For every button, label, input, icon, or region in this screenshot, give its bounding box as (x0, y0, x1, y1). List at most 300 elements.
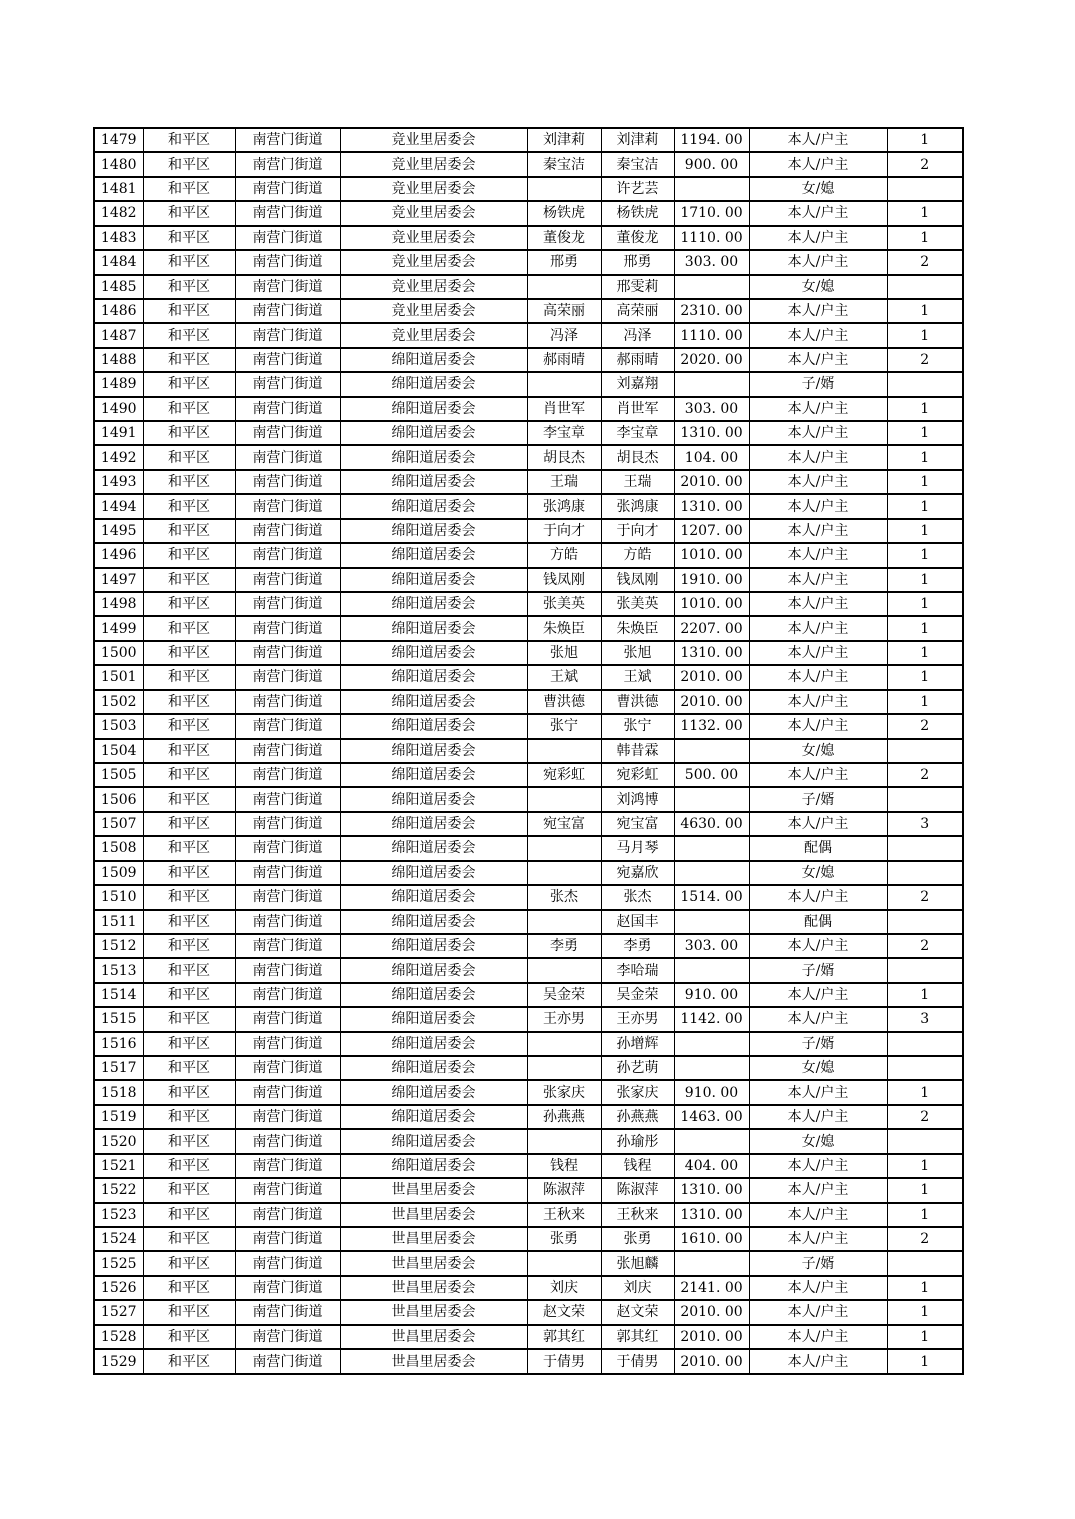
cell-amount: 1463. 00 (674, 1105, 749, 1129)
cell-street: 南营门街道 (235, 861, 340, 885)
cell-committee: 绵阳道居委会 (340, 470, 527, 494)
cell-count: 1 (887, 1325, 963, 1349)
cell-seq: 1526 (94, 1276, 143, 1300)
cell-street: 南营门街道 (235, 323, 340, 347)
cell-relation: 子/婿 (749, 1251, 887, 1275)
cell-name-primary (527, 958, 601, 982)
table-row (94, 861, 963, 885)
cell-count: 1 (887, 421, 963, 445)
cell-street: 南营门街道 (235, 1056, 340, 1080)
cell-count: 1 (887, 519, 963, 543)
cell-street: 南营门街道 (235, 348, 340, 372)
cell-street: 南营门街道 (235, 177, 340, 201)
cell-relation: 本人/户主 (749, 152, 887, 176)
cell-relation: 本人/户主 (749, 421, 887, 445)
cell-district: 和平区 (143, 323, 235, 347)
cell-street: 南营门街道 (235, 1178, 340, 1202)
cell-count: 1 (887, 983, 963, 1007)
cell-relation: 本人/户主 (749, 445, 887, 469)
cell-relation: 本人/户主 (749, 568, 887, 592)
cell-committee: 竞业里居委会 (340, 299, 527, 323)
table-row (94, 592, 963, 616)
table-row (94, 348, 963, 372)
cell-street: 南营门街道 (235, 568, 340, 592)
cell-count (887, 787, 963, 811)
table-row (94, 1227, 963, 1251)
table-row (94, 641, 963, 665)
cell-name-member: 马月琴 (601, 836, 674, 860)
cell-name-primary: 张宁 (527, 714, 601, 738)
cell-relation: 本人/户主 (749, 1227, 887, 1251)
cell-name-primary: 陈淑萍 (527, 1178, 601, 1202)
table-row (94, 568, 963, 592)
table-row (94, 152, 963, 176)
cell-amount: 303. 00 (674, 250, 749, 274)
cell-committee: 世昌里居委会 (340, 1349, 527, 1374)
cell-relation: 本人/户主 (749, 641, 887, 665)
cell-committee: 绵阳道居委会 (340, 836, 527, 860)
cell-name-primary: 赵文荣 (527, 1300, 601, 1324)
cell-street: 南营门街道 (235, 152, 340, 176)
cell-relation: 本人/户主 (749, 690, 887, 714)
cell-seq: 1496 (94, 543, 143, 567)
cell-district: 和平区 (143, 1080, 235, 1104)
cell-district: 和平区 (143, 1129, 235, 1153)
cell-seq: 1512 (94, 934, 143, 958)
cell-amount: 2010. 00 (674, 690, 749, 714)
cell-committee: 绵阳道居委会 (340, 958, 527, 982)
cell-name-primary (527, 910, 601, 934)
table-row (94, 616, 963, 640)
cell-district: 和平区 (143, 1349, 235, 1374)
cell-committee: 绵阳道居委会 (340, 494, 527, 518)
cell-district: 和平区 (143, 1300, 235, 1324)
cell-amount (674, 861, 749, 885)
cell-count: 1 (887, 543, 963, 567)
cell-relation: 本人/户主 (749, 397, 887, 421)
cell-name-member: 张旭 (601, 641, 674, 665)
cell-amount: 1310. 00 (674, 641, 749, 665)
cell-count: 2 (887, 934, 963, 958)
cell-count: 1 (887, 1203, 963, 1227)
cell-count: 1 (887, 568, 963, 592)
cell-count: 1 (887, 1276, 963, 1300)
cell-name-primary: 王斌 (527, 665, 601, 689)
cell-street: 南营门街道 (235, 934, 340, 958)
cell-name-member: 李宝章 (601, 421, 674, 445)
cell-committee: 绵阳道居委会 (340, 519, 527, 543)
table-row (94, 812, 963, 836)
cell-count: 1 (887, 1154, 963, 1178)
cell-committee: 绵阳道居委会 (340, 1007, 527, 1031)
cell-name-member: 刘嘉翔 (601, 372, 674, 396)
cell-amount (674, 1251, 749, 1275)
cell-street: 南营门街道 (235, 1251, 340, 1275)
cell-committee: 绵阳道居委会 (340, 763, 527, 787)
table-row (94, 1203, 963, 1227)
cell-seq: 1506 (94, 787, 143, 811)
cell-district: 和平区 (143, 1032, 235, 1056)
cell-relation: 配偶 (749, 836, 887, 860)
cell-name-member: 刘庆 (601, 1276, 674, 1300)
records-table (93, 127, 964, 1375)
cell-count: 2 (887, 714, 963, 738)
cell-name-primary (527, 372, 601, 396)
table-row (94, 983, 963, 1007)
cell-street: 南营门街道 (235, 885, 340, 909)
cell-seq: 1509 (94, 861, 143, 885)
cell-district: 和平区 (143, 958, 235, 982)
cell-committee: 绵阳道居委会 (340, 1080, 527, 1104)
cell-committee: 绵阳道居委会 (340, 714, 527, 738)
cell-name-member: 宛彩虹 (601, 763, 674, 787)
table-row (94, 494, 963, 518)
cell-name-primary: 王亦男 (527, 1007, 601, 1031)
cell-relation: 本人/户主 (749, 226, 887, 250)
cell-committee: 绵阳道居委会 (340, 665, 527, 689)
cell-seq: 1479 (94, 128, 143, 152)
cell-name-member: 刘津莉 (601, 128, 674, 152)
cell-district: 和平区 (143, 519, 235, 543)
cell-name-member: 于向才 (601, 519, 674, 543)
table-row (94, 1178, 963, 1202)
cell-amount: 404. 00 (674, 1154, 749, 1178)
cell-name-member: 张家庆 (601, 1080, 674, 1104)
cell-relation: 本人/户主 (749, 1349, 887, 1374)
cell-count (887, 1251, 963, 1275)
cell-street: 南营门街道 (235, 616, 340, 640)
cell-district: 和平区 (143, 201, 235, 225)
table-row (94, 714, 963, 738)
table-row (94, 543, 963, 567)
cell-amount: 2010. 00 (674, 1300, 749, 1324)
cell-seq: 1508 (94, 836, 143, 860)
cell-count: 1 (887, 299, 963, 323)
cell-district: 和平区 (143, 739, 235, 763)
cell-name-member: 于倩男 (601, 1349, 674, 1374)
table-row (94, 421, 963, 445)
cell-amount: 1910. 00 (674, 568, 749, 592)
cell-name-primary: 于向才 (527, 519, 601, 543)
cell-committee: 绵阳道居委会 (340, 421, 527, 445)
cell-name-primary: 张杰 (527, 885, 601, 909)
cell-amount: 2010. 00 (674, 470, 749, 494)
cell-street: 南营门街道 (235, 1300, 340, 1324)
cell-name-member: 曹洪德 (601, 690, 674, 714)
cell-seq: 1493 (94, 470, 143, 494)
cell-name-primary: 秦宝洁 (527, 152, 601, 176)
cell-relation: 女/媳 (749, 1056, 887, 1080)
cell-name-member: 李勇 (601, 934, 674, 958)
table-row (94, 739, 963, 763)
cell-name-member: 张杰 (601, 885, 674, 909)
cell-street: 南营门街道 (235, 910, 340, 934)
cell-amount: 1514. 00 (674, 885, 749, 909)
cell-amount: 4630. 00 (674, 812, 749, 836)
cell-name-member: 张宁 (601, 714, 674, 738)
cell-count: 1 (887, 641, 963, 665)
cell-street: 南营门街道 (235, 1080, 340, 1104)
cell-relation: 本人/户主 (749, 885, 887, 909)
table-row (94, 128, 963, 152)
cell-name-primary (527, 1251, 601, 1275)
cell-seq: 1502 (94, 690, 143, 714)
cell-committee: 竞业里居委会 (340, 152, 527, 176)
cell-name-member: 张勇 (601, 1227, 674, 1251)
cell-name-member: 孙燕燕 (601, 1105, 674, 1129)
cell-street: 南营门街道 (235, 690, 340, 714)
cell-district: 和平区 (143, 275, 235, 299)
table-row (94, 323, 963, 347)
cell-name-primary: 邢勇 (527, 250, 601, 274)
cell-committee: 世昌里居委会 (340, 1276, 527, 1300)
cell-street: 南营门街道 (235, 1129, 340, 1153)
cell-committee: 竞业里居委会 (340, 177, 527, 201)
cell-name-member: 宛宝富 (601, 812, 674, 836)
cell-committee: 绵阳道居委会 (340, 885, 527, 909)
cell-relation: 本人/户主 (749, 348, 887, 372)
cell-seq: 1519 (94, 1105, 143, 1129)
cell-seq: 1492 (94, 445, 143, 469)
cell-name-primary: 高荣丽 (527, 299, 601, 323)
cell-committee: 世昌里居委会 (340, 1178, 527, 1202)
cell-count: 3 (887, 812, 963, 836)
cell-relation: 本人/户主 (749, 299, 887, 323)
cell-name-member: 许艺芸 (601, 177, 674, 201)
cell-committee: 绵阳道居委会 (340, 934, 527, 958)
cell-seq: 1504 (94, 739, 143, 763)
cell-street: 南营门街道 (235, 1203, 340, 1227)
cell-count: 1 (887, 397, 963, 421)
cell-district: 和平区 (143, 152, 235, 176)
cell-amount: 1194. 00 (674, 128, 749, 152)
cell-district: 和平区 (143, 836, 235, 860)
cell-district: 和平区 (143, 690, 235, 714)
cell-name-primary: 李勇 (527, 934, 601, 958)
cell-name-member: 钱凤刚 (601, 568, 674, 592)
cell-seq: 1524 (94, 1227, 143, 1251)
cell-committee: 绵阳道居委会 (340, 616, 527, 640)
cell-count: 2 (887, 348, 963, 372)
cell-name-primary: 张旭 (527, 641, 601, 665)
cell-count (887, 1056, 963, 1080)
cell-committee: 世昌里居委会 (340, 1251, 527, 1275)
cell-district: 和平区 (143, 494, 235, 518)
cell-street: 南营门街道 (235, 1105, 340, 1129)
cell-name-member: 朱焕臣 (601, 616, 674, 640)
cell-amount: 1142. 00 (674, 1007, 749, 1031)
cell-committee: 世昌里居委会 (340, 1300, 527, 1324)
cell-district: 和平区 (143, 787, 235, 811)
cell-district: 和平区 (143, 616, 235, 640)
cell-relation: 女/媳 (749, 1129, 887, 1153)
cell-name-primary: 孙燕燕 (527, 1105, 601, 1129)
cell-district: 和平区 (143, 763, 235, 787)
cell-name-member: 王瑞 (601, 470, 674, 494)
cell-amount: 910. 00 (674, 1080, 749, 1104)
cell-committee: 竞业里居委会 (340, 250, 527, 274)
cell-relation: 本人/户主 (749, 494, 887, 518)
table-row (94, 397, 963, 421)
cell-amount: 1310. 00 (674, 494, 749, 518)
cell-relation: 本人/户主 (749, 543, 887, 567)
cell-district: 和平区 (143, 934, 235, 958)
cell-district: 和平区 (143, 1325, 235, 1349)
cell-committee: 世昌里居委会 (340, 1203, 527, 1227)
cell-name-member: 韩昔霖 (601, 739, 674, 763)
cell-district: 和平区 (143, 1227, 235, 1251)
cell-committee: 绵阳道居委会 (340, 1105, 527, 1129)
cell-street: 南营门街道 (235, 1007, 340, 1031)
cell-street: 南营门街道 (235, 836, 340, 860)
cell-relation: 女/媳 (749, 177, 887, 201)
cell-seq: 1494 (94, 494, 143, 518)
cell-district: 和平区 (143, 348, 235, 372)
cell-name-member: 孙瑜彤 (601, 1129, 674, 1153)
table-row (94, 763, 963, 787)
cell-relation: 本人/户主 (749, 1203, 887, 1227)
cell-seq: 1507 (94, 812, 143, 836)
cell-street: 南营门街道 (235, 641, 340, 665)
cell-relation: 本人/户主 (749, 1007, 887, 1031)
cell-committee: 绵阳道居委会 (340, 372, 527, 396)
cell-name-member: 秦宝洁 (601, 152, 674, 176)
cell-seq: 1514 (94, 983, 143, 1007)
cell-committee: 绵阳道居委会 (340, 445, 527, 469)
cell-street: 南营门街道 (235, 250, 340, 274)
cell-district: 和平区 (143, 1203, 235, 1227)
cell-committee: 绵阳道居委会 (340, 910, 527, 934)
cell-district: 和平区 (143, 1251, 235, 1275)
table-row (94, 1325, 963, 1349)
cell-seq: 1525 (94, 1251, 143, 1275)
cell-district: 和平区 (143, 812, 235, 836)
cell-name-primary: 王瑞 (527, 470, 601, 494)
table-row (94, 1032, 963, 1056)
cell-amount: 1310. 00 (674, 1178, 749, 1202)
cell-district: 和平区 (143, 1154, 235, 1178)
cell-name-member: 胡艮杰 (601, 445, 674, 469)
cell-street: 南营门街道 (235, 812, 340, 836)
cell-district: 和平区 (143, 128, 235, 152)
cell-street: 南营门街道 (235, 299, 340, 323)
cell-name-primary: 钱凤刚 (527, 568, 601, 592)
cell-amount: 900. 00 (674, 152, 749, 176)
cell-amount (674, 275, 749, 299)
cell-district: 和平区 (143, 250, 235, 274)
cell-name-primary (527, 1129, 601, 1153)
cell-street: 南营门街道 (235, 397, 340, 421)
cell-name-member: 方皓 (601, 543, 674, 567)
cell-seq: 1491 (94, 421, 143, 445)
cell-seq: 1488 (94, 348, 143, 372)
cell-relation: 本人/户主 (749, 1080, 887, 1104)
cell-street: 南营门街道 (235, 1154, 340, 1178)
cell-street: 南营门街道 (235, 714, 340, 738)
cell-seq: 1498 (94, 592, 143, 616)
cell-name-primary: 于倩男 (527, 1349, 601, 1374)
table-row (94, 1251, 963, 1275)
cell-count: 1 (887, 665, 963, 689)
cell-committee: 竞业里居委会 (340, 323, 527, 347)
cell-street: 南营门街道 (235, 958, 340, 982)
cell-name-primary: 朱焕臣 (527, 616, 601, 640)
cell-seq: 1490 (94, 397, 143, 421)
cell-amount: 1207. 00 (674, 519, 749, 543)
cell-name-member: 董俊龙 (601, 226, 674, 250)
cell-name-primary: 张美英 (527, 592, 601, 616)
cell-district: 和平区 (143, 861, 235, 885)
cell-district: 和平区 (143, 885, 235, 909)
cell-relation: 本人/户主 (749, 983, 887, 1007)
cell-count: 2 (887, 1227, 963, 1251)
cell-count: 2 (887, 1105, 963, 1129)
cell-relation: 本人/户主 (749, 323, 887, 347)
cell-committee: 绵阳道居委会 (340, 348, 527, 372)
cell-relation: 本人/户主 (749, 812, 887, 836)
cell-committee: 绵阳道居委会 (340, 641, 527, 665)
cell-seq: 1516 (94, 1032, 143, 1056)
table-row (94, 787, 963, 811)
table-row (94, 250, 963, 274)
table-row (94, 1129, 963, 1153)
cell-street: 南营门街道 (235, 445, 340, 469)
cell-relation: 子/婿 (749, 958, 887, 982)
cell-amount (674, 836, 749, 860)
cell-relation: 本人/户主 (749, 592, 887, 616)
cell-name-member: 王斌 (601, 665, 674, 689)
cell-district: 和平区 (143, 421, 235, 445)
cell-seq: 1520 (94, 1129, 143, 1153)
cell-amount: 2010. 00 (674, 665, 749, 689)
cell-amount (674, 1032, 749, 1056)
cell-relation: 本人/户主 (749, 616, 887, 640)
cell-count: 1 (887, 445, 963, 469)
cell-name-member: 杨铁虎 (601, 201, 674, 225)
cell-committee: 世昌里居委会 (340, 1227, 527, 1251)
cell-name-member: 肖世军 (601, 397, 674, 421)
table-row (94, 1300, 963, 1324)
cell-district: 和平区 (143, 1276, 235, 1300)
cell-committee: 绵阳道居委会 (340, 397, 527, 421)
cell-name-member: 张旭麟 (601, 1251, 674, 1275)
cell-relation: 本人/户主 (749, 934, 887, 958)
cell-relation: 配偶 (749, 910, 887, 934)
cell-committee: 绵阳道居委会 (340, 1056, 527, 1080)
cell-street: 南营门街道 (235, 1325, 340, 1349)
cell-count: 1 (887, 470, 963, 494)
cell-name-member: 孙艺萌 (601, 1056, 674, 1080)
cell-seq: 1486 (94, 299, 143, 323)
cell-name-primary: 张勇 (527, 1227, 601, 1251)
cell-amount (674, 372, 749, 396)
cell-street: 南营门街道 (235, 665, 340, 689)
cell-name-member: 王秋来 (601, 1203, 674, 1227)
cell-street: 南营门街道 (235, 201, 340, 225)
table-row (94, 1276, 963, 1300)
table-row (94, 372, 963, 396)
cell-name-member: 张鸿康 (601, 494, 674, 518)
cell-seq: 1521 (94, 1154, 143, 1178)
table-row (94, 910, 963, 934)
cell-relation: 本人/户主 (749, 1105, 887, 1129)
cell-name-primary (527, 177, 601, 201)
cell-amount: 2010. 00 (674, 1349, 749, 1374)
cell-committee: 绵阳道居委会 (340, 592, 527, 616)
cell-count: 1 (887, 1178, 963, 1202)
cell-count (887, 836, 963, 860)
cell-street: 南营门街道 (235, 372, 340, 396)
